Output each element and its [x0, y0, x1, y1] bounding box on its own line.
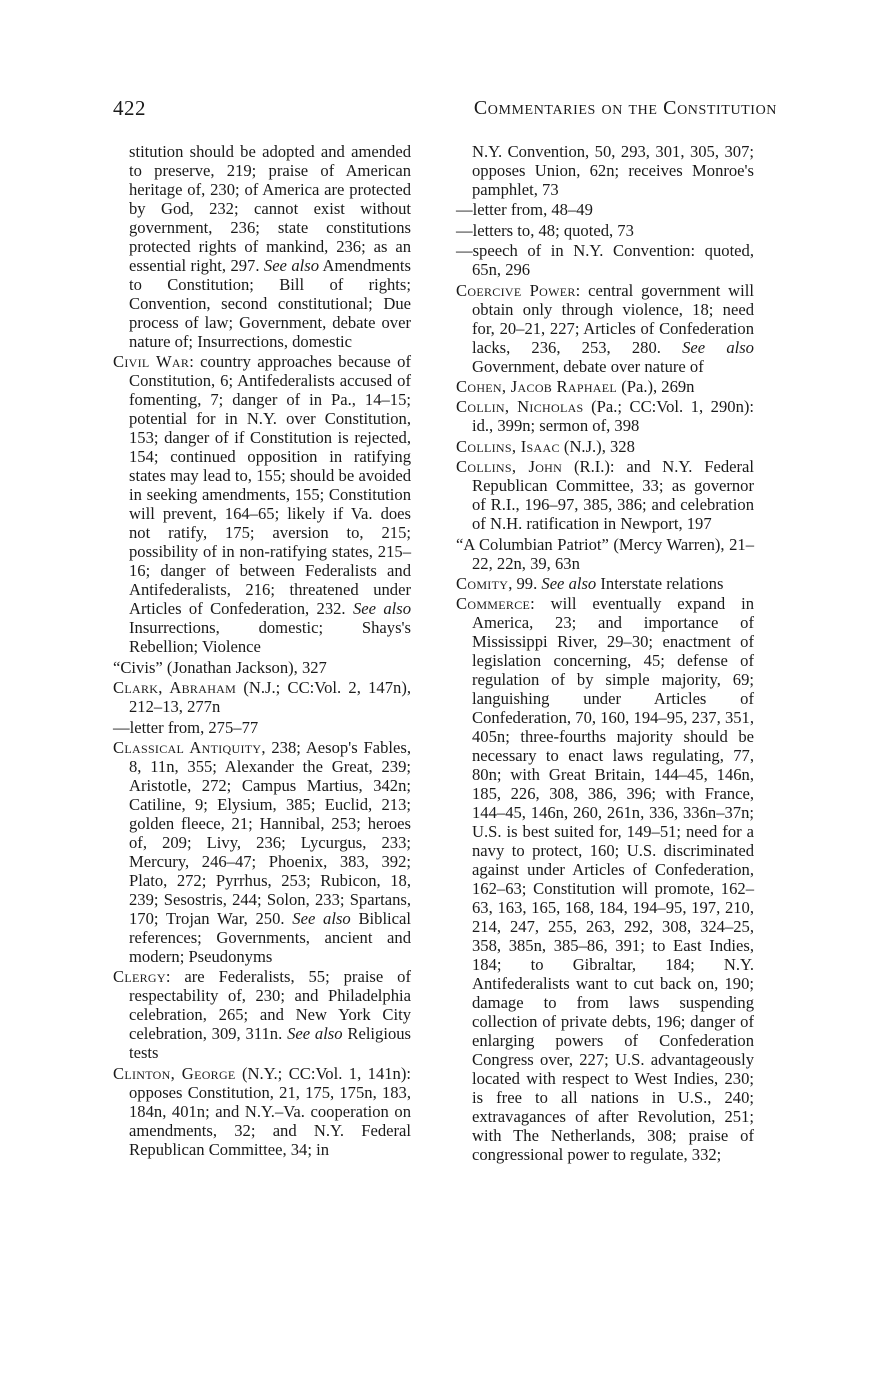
index-subentry: [113, 718, 411, 737]
cross-references: Biblical references; Governments, ancient and modern; Pseudonyms: [129, 908, 411, 966]
index-column-left: [113, 142, 411, 1160]
index-entry: [456, 397, 754, 435]
index-entry: [456, 437, 754, 456]
index-locators: , 238; Aesop's Fables, 8, 11n, 355; Alexander the Great, 239; Aristotle, 272; Campus Martius, 342n; Catiline, 9; Elysium, 385; Euclid, 213; golden fleece, 21; Hannibal, 253; heroes of, 209; Livy, 236; Lycurgus, 233; Mercury, 246–47; Phoenix, 383, 392; Plato, 272; Pyrrhus, 253; Rubicon, 18, 239; Sesostris, 244; Solon, 233; Spartans, 170; Trojan War, 250.: [129, 737, 412, 928]
index-headword: Classical Antiquity: [113, 737, 262, 757]
index-entry: [456, 142, 754, 199]
index-column-right: [456, 142, 754, 1166]
index-entry: [456, 574, 754, 593]
index-locators: “A Columbian Patriot” (Mercy Warren), 21–22, 22n, 39, 63n: [456, 534, 754, 573]
index-headword: Clinton, George: [113, 1063, 236, 1083]
index-headword: Clark, Abraham: [113, 678, 237, 698]
index-locators: (R.I.): and N.Y. Federal Republican Committee, 33; as governor of R.I., 196–97, 385, 386; and celebration of N.H. ratification in Newport, 197: [472, 457, 754, 534]
cross-references: Government, debate over nature of: [472, 356, 704, 376]
index-entry: [113, 352, 411, 656]
cross-references: Interstate relations: [596, 573, 724, 593]
index-locators: : are Federalists, 55; praise of respectability of, 230; and Philadelphia celebration, 265; and New York City celebration, 309, 311n.: [129, 967, 411, 1044]
index-locators: (N.Y.; CC:Vol. 1, 141n): opposes Constitution, 21, 175, 175n, 183, 184n, 401n; and N.Y.–Va. cooperation on amendments, 32; and N.Y. Federal Republican Committee, 34; in: [129, 1063, 411, 1159]
index-entry: [113, 142, 411, 351]
index-entry: [113, 738, 411, 966]
index-locators: (N.J.), 328: [559, 436, 635, 456]
cross-references: Religious tests: [129, 1024, 412, 1063]
see-also-label: See also: [292, 908, 351, 928]
see-also-label: See also: [682, 337, 754, 357]
index-entry: [456, 535, 754, 573]
page-number: 422: [113, 96, 146, 120]
see-also-label: See also: [263, 256, 319, 275]
running-head: Commentaries on the Constitution: [473, 97, 777, 119]
index-entry: [456, 594, 754, 1164]
index-headword: Clergy: [113, 967, 166, 987]
index-headword: Comity: [456, 573, 509, 593]
index-entry: [456, 457, 754, 533]
index-entry: [113, 678, 411, 716]
see-also-label: See also: [541, 573, 597, 593]
index-headword: Collin, Nicholas: [456, 397, 584, 417]
index-entry: [113, 658, 411, 677]
index-subentry: [456, 200, 754, 219]
index-locators: (N.J.; CC:Vol. 2, 147n), 212–13, 277n: [129, 678, 411, 717]
index-entry: [456, 377, 754, 396]
index-headword: Civil War: [113, 352, 190, 372]
index-locators: stitution should be adopted and amended to preserve, 219; praise of American heritage of, 230; of America are protected by God, 232; cannot exist without government, 236; state constitutions protected rights of mankind, 236; as an essential right, 297.: [129, 142, 411, 275]
index-locators: , 99.: [508, 573, 542, 593]
index-locators: (Pa.), 269n: [617, 376, 695, 396]
cross-references: Insurrections, domestic; Shays's Rebellion; Violence: [129, 618, 411, 657]
see-also-label: See also: [352, 599, 411, 619]
index-locators: : will eventually expand in America, 23; and importance of Mississippi River, 29–30; enactment of legislation concerning, 45; defense of regulation of by simple majority, 69; languishing under Articles of Confederation, 70, 160, 194–95, 237, 351, 405n; three-fourths majority should be necessary to enact laws regulating, 77, 80n; with Great Britain, 144–45, 146n, 185, 226, 308, 386, 396; with France, 144–45, 146n, 260, 261n, 336, 336n–37n; U.S. is best suited for, 149–51; need for a navy to protect, 160; U.S. discriminated against under Articles of Confederation, 162–63; Constitution will promote, 162–63, 163, 165, 168, 184, 194–95, 197, 210, 214, 247, 255, 263, 292, 308, 324–25, 358, 385n, 385–86, 391; to East Indies, 184; to Gibraltar, 184; N.Y. Antifederalists want to cut back on, 190; damage to from laws suspending collection of private debts, 196; danger of enlarging powers of Confederation Congress over, 227; U.S. advantageously located with respect to West Indies, 230; is free to all nations in U.S., 240; extravagances of after Revolution, 251; with The Netherlands, 308; praise of congressional power to regulate, 332;: [472, 594, 754, 1165]
index-locators: —speech of in N.Y. Convention: quoted, 65n, 296: [456, 241, 754, 280]
index-subentry: [456, 241, 754, 279]
index-headword: Cohen, Jacob Raphael: [456, 376, 618, 396]
index-entry: [113, 1064, 411, 1159]
index-locators: : central government will obtain only through violence, 18; need for, 20–21, 227; Articles of Confederation lacks, 236, 253, 280.: [472, 280, 754, 357]
index-headword: Coercive Power: [456, 280, 576, 300]
cross-references: Amendments to Constitution; Bill of rights; Convention, second constitutional; Due process of law; Government, debate over nature of; Insurrections, domestic: [129, 256, 411, 351]
index-locators: (Pa.; CC:Vol. 1, 290n): id., 399n; sermon of, 398: [472, 397, 755, 436]
index-locators: —letters to, 48; quoted, 73: [456, 220, 634, 240]
index-entry: [456, 281, 754, 376]
index-locators: N.Y. Convention, 50, 293, 301, 305, 307; opposes Union, 62n; receives Monroe's pamphlet, 73: [472, 142, 754, 199]
index-subentry: [456, 221, 754, 240]
index-headword: Collins, Isaac: [456, 436, 560, 456]
index-headword: Collins, John: [456, 457, 563, 477]
index-locators: : country approaches because of Constitution, 6; Antifederalists accused of fomenting, 7; danger of in Pa., 14–15; potential for in N.Y. over Constitution, 153; danger of if Constitution is rejected, 154; continued opposition in ratifying states may lead to, 155; should be avoided in seeking amendments, 155; Constitution will prevent, 164–65; likely if Va. does not ratify, 175; aversion to, 215; possibility of in non-ratifying states, 215–16; danger of between Federalists and Antifederalists, 216; threatened under Articles of Confederation, 232.: [129, 352, 412, 619]
index-locators: —letter from, 48–49: [456, 200, 593, 220]
see-also-label: See also: [287, 1024, 343, 1044]
index-headword: Commerce: [456, 594, 531, 614]
index-entry: [113, 967, 411, 1062]
index-locators: “Civis” (Jonathan Jackson), 327: [113, 657, 327, 677]
index-locators: —letter from, 275–77: [113, 717, 259, 737]
